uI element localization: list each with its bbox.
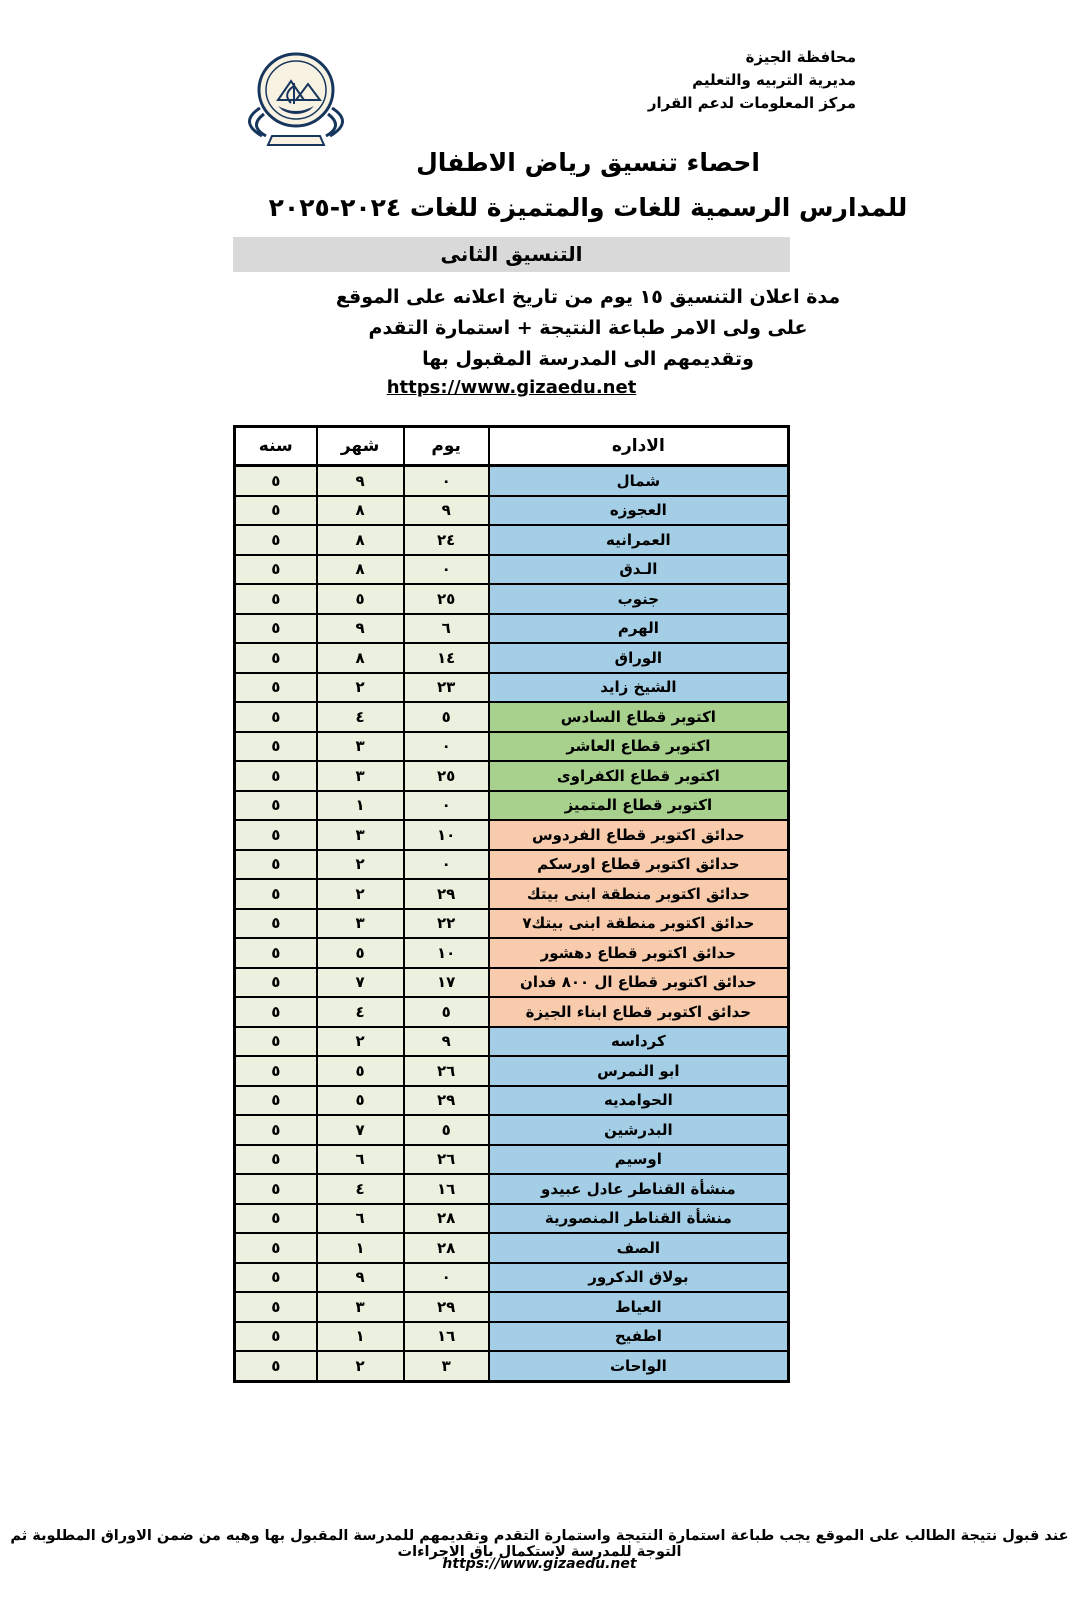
table-row — [235, 1292, 789, 1322]
day-cell: ٥ — [404, 997, 489, 1027]
day-cell: ٠ — [404, 466, 489, 496]
day-cell: ٢٩ — [404, 879, 489, 909]
day-cell: ٠ — [404, 1263, 489, 1293]
second-coordination-banner: التنسيق الثانى — [233, 237, 790, 272]
admin-cell: اكتوبر قطاع الكفراوى — [489, 761, 789, 791]
month-cell: ٨ — [317, 555, 404, 585]
table-row — [235, 1086, 789, 1116]
year-cell: ٥ — [235, 643, 317, 673]
month-cell: ٩ — [317, 614, 404, 644]
year-cell: ٥ — [235, 584, 317, 614]
month-cell: ٣ — [317, 732, 404, 762]
month-cell: ٧ — [317, 968, 404, 998]
year-cell: ٥ — [235, 1204, 317, 1234]
admin-cell: اكتوبر قطاع العاشر — [489, 732, 789, 762]
table-row — [235, 1204, 789, 1234]
month-cell: ٤ — [317, 702, 404, 732]
admin-cell: العجوزه — [489, 496, 789, 526]
month-cell: ٣ — [317, 820, 404, 850]
year-cell: ٥ — [235, 702, 317, 732]
table-row — [235, 968, 789, 998]
footer-url-link[interactable]: https://www.gizaedu.net — [442, 1556, 637, 1572]
admin-cell: حدائق اكتوبر قطاع اورسكم — [489, 850, 789, 880]
site-url — [233, 377, 790, 398]
day-cell: ٢٩ — [404, 1086, 489, 1116]
month-cell: ٣ — [317, 761, 404, 791]
table-row — [235, 584, 789, 614]
org-header — [648, 46, 856, 115]
day-cell: ٥ — [404, 1115, 489, 1145]
table-row — [235, 643, 789, 673]
month-cell: ٦ — [317, 1204, 404, 1234]
month-cell: ٨ — [317, 643, 404, 673]
admin-cell: العمرانيه — [489, 525, 789, 555]
table-row — [235, 879, 789, 909]
table-row — [235, 1174, 789, 1204]
table-row — [235, 1056, 789, 1086]
admin-cell: الوراق — [489, 643, 789, 673]
year-cell: ٥ — [235, 1056, 317, 1086]
title-line-2: للمدارس الرسمية للغات والمتميزة للغات ٢٠٢٤-٢٠٢٥ — [268, 193, 908, 222]
admin-cell: حدائق اكتوبر قطاع الفردوس — [489, 820, 789, 850]
day-cell: ٩ — [404, 496, 489, 526]
admin-cell: الـدق — [489, 555, 789, 585]
header-day: يوم — [404, 427, 489, 466]
day-cell: ٩ — [404, 1027, 489, 1057]
day-cell: ٥ — [404, 702, 489, 732]
month-cell: ٢ — [317, 1027, 404, 1057]
admin-cell: الواحات — [489, 1351, 789, 1381]
admin-cell: حدائق اكتوبر قطاع ال ٨٠٠ فدان — [489, 968, 789, 998]
year-cell: ٥ — [235, 791, 317, 821]
month-cell: ٢ — [317, 673, 404, 703]
year-cell: ٥ — [235, 938, 317, 968]
admin-cell: اكتوبر قطاع السادس — [489, 702, 789, 732]
month-cell: ٣ — [317, 909, 404, 939]
month-cell: ٤ — [317, 997, 404, 1027]
day-cell: ٠ — [404, 732, 489, 762]
year-cell: ٥ — [235, 850, 317, 880]
header-year: سنه — [235, 427, 317, 466]
day-cell: ٢٦ — [404, 1056, 489, 1086]
table-row — [235, 1145, 789, 1175]
admin-cell: حدائق اكتوبر قطاع دهشور — [489, 938, 789, 968]
table-row — [235, 702, 789, 732]
year-cell: ٥ — [235, 1263, 317, 1293]
table-row — [235, 1263, 789, 1293]
month-cell: ٩ — [317, 466, 404, 496]
month-cell: ٢ — [317, 879, 404, 909]
admin-cell: العياط — [489, 1292, 789, 1322]
table-header-row — [235, 427, 789, 466]
year-cell: ٥ — [235, 1351, 317, 1381]
day-cell: ٣ — [404, 1351, 489, 1381]
month-cell: ٣ — [317, 1292, 404, 1322]
notice-line-2: على ولى الامر طباعة النتيجة + استمارة التقدم — [368, 317, 808, 339]
month-cell: ٥ — [317, 1056, 404, 1086]
org-line-directorate: مديرية التربيه والتعليم — [692, 71, 856, 89]
day-cell: ٢٤ — [404, 525, 489, 555]
day-cell: ١٦ — [404, 1174, 489, 1204]
month-cell: ٥ — [317, 1086, 404, 1116]
page-title — [238, 140, 938, 230]
giza-education-logo — [234, 50, 358, 148]
table-row — [235, 732, 789, 762]
admin-cell: منشأة القناطر المنصورية — [489, 1204, 789, 1234]
notice-line-1: مدة اعلان التنسيق ١٥ يوم من تاريخ اعلانه على الموقع — [335, 286, 841, 308]
table-row — [235, 850, 789, 880]
day-cell: ٢٨ — [404, 1233, 489, 1263]
month-cell: ١ — [317, 1233, 404, 1263]
admin-cell: الحوامديه — [489, 1086, 789, 1116]
admin-cell: حدائق اكتوبر قطاع ابناء الجيزة — [489, 997, 789, 1027]
day-cell: ٢٣ — [404, 673, 489, 703]
table-row — [235, 1115, 789, 1145]
table-row — [235, 1351, 789, 1381]
admin-cell: ابو النمرس — [489, 1056, 789, 1086]
wing-icon — [326, 108, 343, 136]
day-cell: ٠ — [404, 555, 489, 585]
month-cell: ١ — [317, 1322, 404, 1352]
day-cell: ١٠ — [404, 938, 489, 968]
table-row — [235, 791, 789, 821]
table-row — [235, 614, 789, 644]
table-row — [235, 820, 789, 850]
coordination-table — [233, 425, 790, 1383]
year-cell: ٥ — [235, 968, 317, 998]
month-cell: ٦ — [317, 1145, 404, 1175]
table-row — [235, 909, 789, 939]
table-row — [235, 525, 789, 555]
month-cell: ٨ — [317, 525, 404, 555]
year-cell: ٥ — [235, 879, 317, 909]
year-cell: ٥ — [235, 761, 317, 791]
month-cell: ١ — [317, 791, 404, 821]
footer-note: عند قبول نتيجة الطالب على الموقع يجب طباعة استمارة النتيجة واستمارة التقدم وتقديمهم للمدرسة المقبول بها وهيه من ضمن الاوراق المطلوبة ثم التوجة للمدرسة لاستكمال باق الاجراءات — [10, 1528, 1069, 1560]
admin-cell: اطفيح — [489, 1322, 789, 1352]
year-cell: ٥ — [235, 673, 317, 703]
month-cell: ٥ — [317, 584, 404, 614]
wing-icon — [249, 108, 266, 136]
month-cell: ٨ — [317, 496, 404, 526]
year-cell: ٥ — [235, 1233, 317, 1263]
admin-cell: حدائق اكتوبر منطقة ابنى بيتك٧ — [489, 909, 789, 939]
admin-cell: منشأة القناطر عادل عبيدو — [489, 1174, 789, 1204]
year-cell: ٥ — [235, 555, 317, 585]
footer-url — [0, 1556, 1079, 1572]
month-cell: ٩ — [317, 1263, 404, 1293]
day-cell: ١٤ — [404, 643, 489, 673]
year-cell: ٥ — [235, 1292, 317, 1322]
table-row — [235, 761, 789, 791]
table-row — [235, 997, 789, 1027]
day-cell: ٢٢ — [404, 909, 489, 939]
admin-cell: الصف — [489, 1233, 789, 1263]
table-row — [235, 673, 789, 703]
admin-cell: بولاق الدكرور — [489, 1263, 789, 1293]
table-row — [235, 496, 789, 526]
year-cell: ٥ — [235, 525, 317, 555]
day-cell: ٠ — [404, 850, 489, 880]
org-line-governorate: محافظة الجيزة — [745, 48, 856, 66]
day-cell: ١٦ — [404, 1322, 489, 1352]
month-cell: ٥ — [317, 938, 404, 968]
table-row — [235, 1233, 789, 1263]
admin-cell: كرداسه — [489, 1027, 789, 1057]
year-cell: ٥ — [235, 614, 317, 644]
year-cell: ٥ — [235, 997, 317, 1027]
year-cell: ٥ — [235, 1115, 317, 1145]
admin-cell: شمال — [489, 466, 789, 496]
header-admin: الاداره — [489, 427, 789, 466]
table-row — [235, 1027, 789, 1057]
table-row — [235, 466, 789, 496]
table-row — [235, 1322, 789, 1352]
org-line-center: مركز المعلومات لدعم القرار — [647, 94, 856, 112]
title-line-1: احصاء تنسيق رياض الاطفال — [416, 148, 760, 177]
month-cell: ٢ — [317, 1351, 404, 1381]
admin-cell: جنوب — [489, 584, 789, 614]
year-cell: ٥ — [235, 1145, 317, 1175]
header-month: شهر — [317, 427, 404, 466]
table-row — [235, 938, 789, 968]
notice-paragraph — [238, 282, 938, 375]
admin-cell: الهرم — [489, 614, 789, 644]
year-cell: ٥ — [235, 820, 317, 850]
day-cell: ٢٩ — [404, 1292, 489, 1322]
admin-cell: اوسيم — [489, 1145, 789, 1175]
logo-emblem — [234, 50, 358, 148]
day-cell: ١٠ — [404, 820, 489, 850]
admin-cell: الشيخ زايد — [489, 673, 789, 703]
month-cell: ٧ — [317, 1115, 404, 1145]
day-cell: ٢٨ — [404, 1204, 489, 1234]
table-row — [235, 555, 789, 585]
day-cell: ١٧ — [404, 968, 489, 998]
notice-line-3: وتقديمهم الى المدرسة المقبول بها — [422, 348, 754, 370]
day-cell: ٢٥ — [404, 761, 489, 791]
day-cell: ٢٥ — [404, 584, 489, 614]
year-cell: ٥ — [235, 1174, 317, 1204]
year-cell: ٥ — [235, 496, 317, 526]
year-cell: ٥ — [235, 1086, 317, 1116]
month-cell: ٤ — [317, 1174, 404, 1204]
day-cell: ٦ — [404, 614, 489, 644]
month-cell: ٢ — [317, 850, 404, 880]
table-body — [235, 466, 789, 1382]
admin-cell: حدائق اكتوبر منطقة ابنى بيتك — [489, 879, 789, 909]
year-cell: ٥ — [235, 909, 317, 939]
admin-cell: البدرشين — [489, 1115, 789, 1145]
site-url-link[interactable]: https://www.gizaedu.net — [386, 377, 637, 398]
admin-cell: اكتوبر قطاع المتميز — [489, 791, 789, 821]
day-cell: ٠ — [404, 791, 489, 821]
day-cell: ٢٦ — [404, 1145, 489, 1175]
year-cell: ٥ — [235, 1027, 317, 1057]
year-cell: ٥ — [235, 732, 317, 762]
year-cell: ٥ — [235, 466, 317, 496]
year-cell: ٥ — [235, 1322, 317, 1352]
